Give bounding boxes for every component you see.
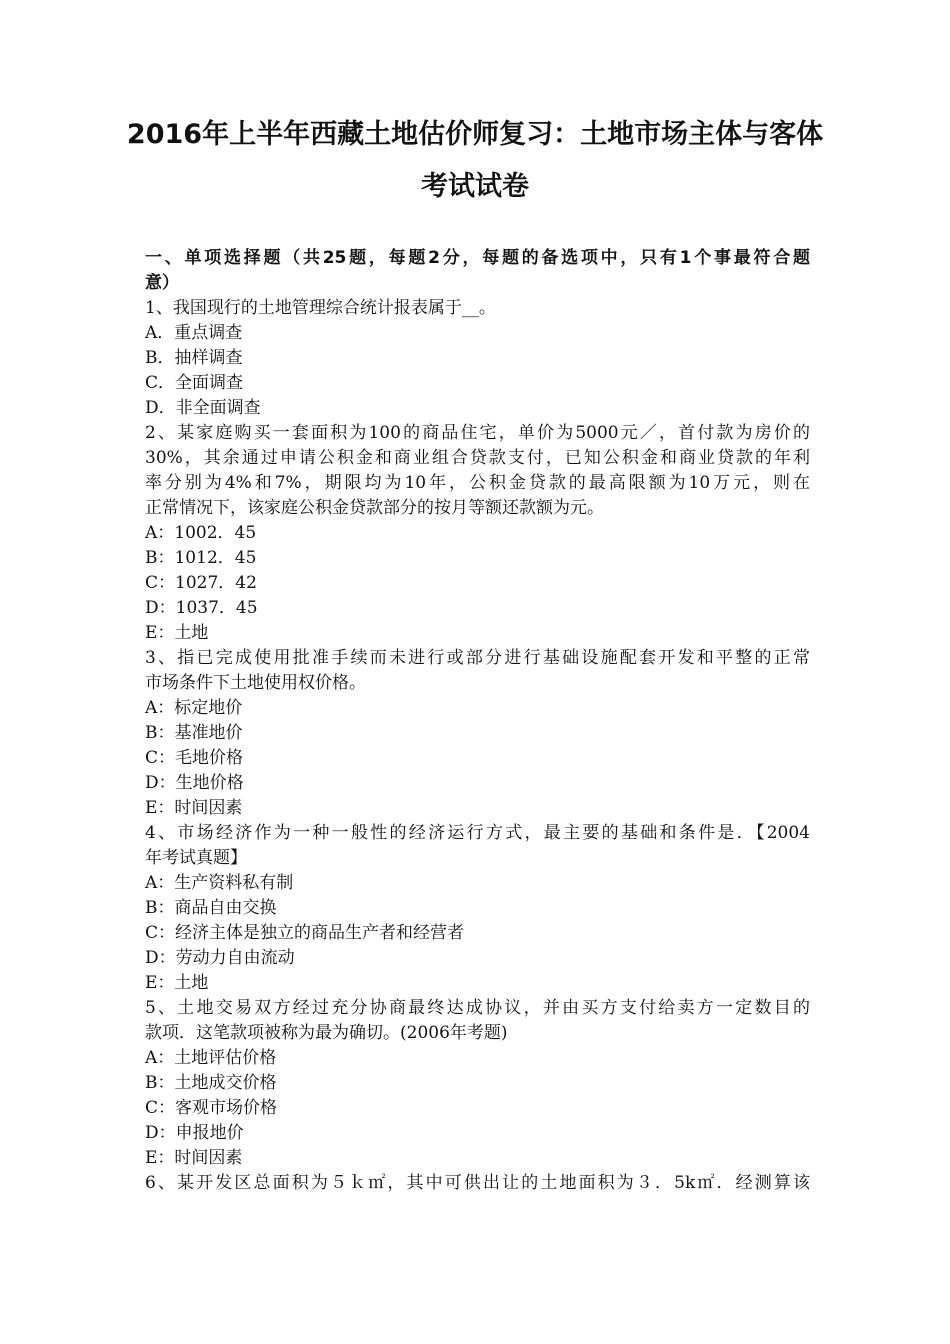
question-2-option-a: A：1002．45 [145,523,257,543]
question-5-option-c: C：客观市场价格 [145,1098,278,1118]
question-4-option-a: A：生产资料私有制 [145,873,294,893]
question-4 [145,821,810,996]
question-2 [145,421,810,646]
question-3-option-a: A：标定地价 [145,698,243,718]
document-title-line-1: 2016年上半年西藏土地估价师复习：土地市场主体与客体 [126,119,824,150]
question-text-line: 4、市场经济作为一种一般性的经济运行方式，最主要的基础和条件是．【2004 [145,823,810,843]
section-heading [145,246,810,296]
question-1-option-b: B．抽样调查 [145,348,243,368]
question-text-line: 6、某开发区总面积为５ｋ㎡，其中可供出让的土地面积为３．5k㎡．经测算该 [145,1173,810,1193]
question-text-line: 30%，其余通过申请公积金和商业组合贷款支付，已知公积金和商业贷款的年利 [145,448,810,468]
question-4-option-e: E：土地 [145,973,209,993]
question-text-line: 3、指已完成使用批准手续而未进行或部分进行基础设施配套开发和平整的正常 [145,648,810,668]
question-1-option-a: A．重点调查 [145,323,243,343]
question-3-option-b: B：基准地价 [145,723,243,743]
question-5-option-e: E：时间因素 [145,1148,243,1168]
question-5-option-a: A：土地评估价格 [145,1048,277,1068]
question-2-option-d: D：1037．45 [145,598,258,618]
question-1 [145,296,810,421]
question-4-option-c: C：经济主体是独立的商品生产者和经营者 [145,923,465,943]
question-3-option-c: C：毛地价格 [145,748,244,768]
question-text-line: 1、我国现行的土地管理综合统计报表属于__。 [145,298,496,318]
document-body [145,246,810,1196]
question-4-option-d: D：劳动力自由流动 [145,948,295,968]
question-5-option-b: B：土地成交价格 [145,1073,277,1093]
question-1-option-c: C．全面调查 [145,373,244,393]
question-2-option-c: C：1027．42 [145,573,257,593]
question-text-line: 正常情况下，该家庭公积金贷款部分的按月等额还款额为元。 [145,498,604,518]
question-text-line: 款项．这笔款项被称为最为确切。(2006年考题) [145,1023,508,1043]
question-3-option-e: E：时间因素 [145,798,243,818]
question-text-line: 率分别为4%和7%，期限均为10年，公积金贷款的最高限额为10万元，则在 [145,473,810,493]
section-heading-line-1: 一、单项选择题（共25题，每题2分，每题的备选项中，只有1个事最符合题 [145,248,810,268]
question-text-line: 2、某家庭购买一套面积为100的商品住宅，单价为5000元／，首付款为房价的 [145,423,810,443]
question-1-option-d: D．非全面调查 [145,398,261,418]
question-3 [145,646,810,821]
question-2-option-e: E：土地 [145,623,209,643]
question-2-option-b: B：1012．45 [145,548,257,568]
question-3-option-d: D：生地价格 [145,773,244,793]
question-5-option-d: D：申报地价 [145,1123,244,1143]
question-text-line: 5、土地交易双方经过充分协商最终达成协议，并由买方支付给卖方一定数目的 [145,998,810,1018]
question-text-line: 年考试真题】 [145,848,247,868]
question-text-line: 市场条件下土地使用权价格。 [145,673,366,693]
question-6 [145,1171,810,1196]
question-4-option-b: B：商品自由交换 [145,898,277,918]
question-5 [145,996,810,1171]
section-heading-line-2: 意） [145,273,179,293]
document-title-line-2: 考试试卷 [421,171,529,202]
